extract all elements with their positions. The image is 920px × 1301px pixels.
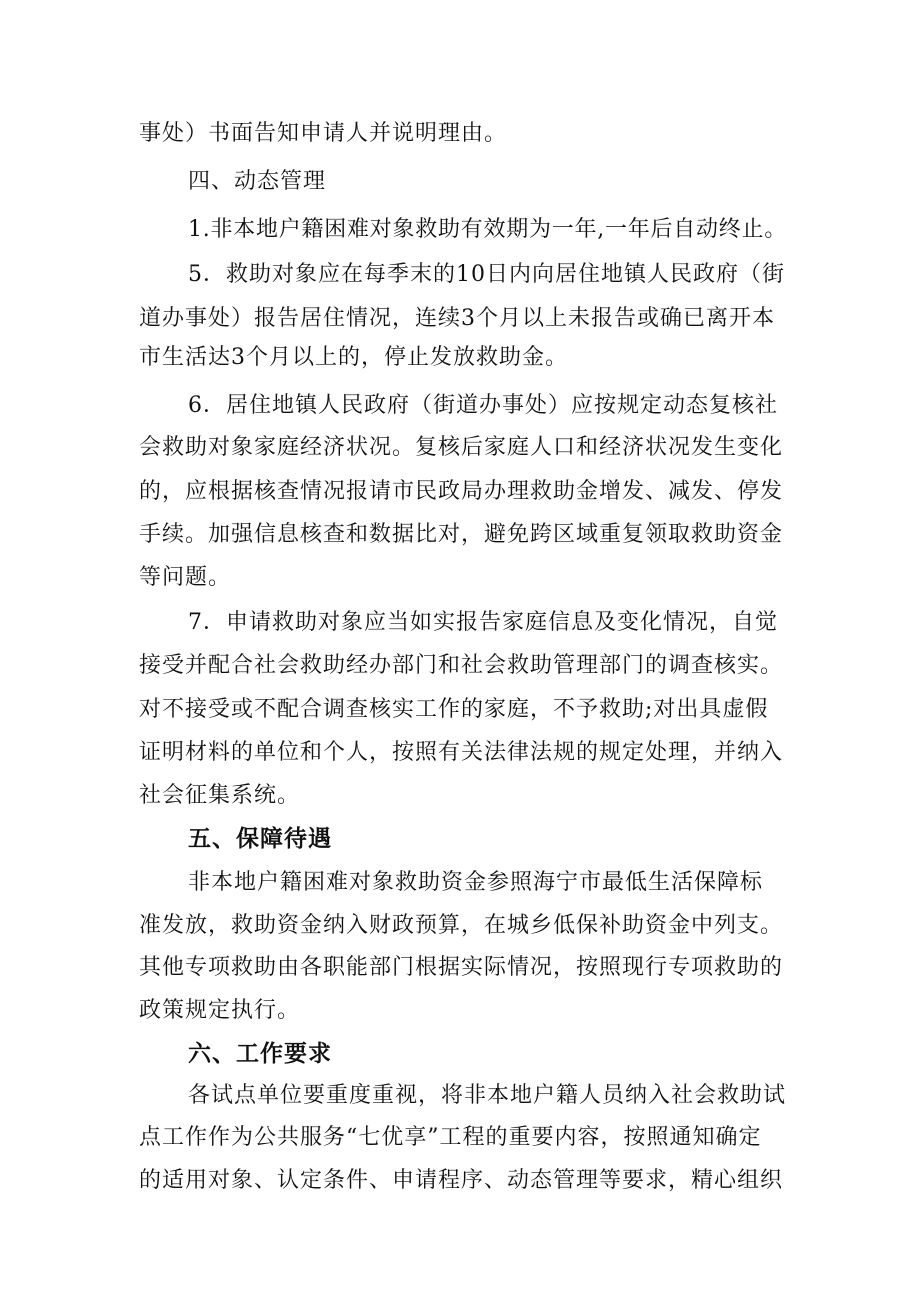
paragraph-text: 接受并配合社会救助经办部门和社会救助管理部门的调查核实。 bbox=[139, 653, 784, 678]
paragraph-text: 证明材料的单位和个人，按照有关法律法规的规定处理，并纳入 bbox=[139, 740, 784, 765]
section-heading-dynamic-management: 四、动态管理 bbox=[188, 169, 327, 194]
paragraph-text: 其他专项救助由各职能部门根据实际情况，按照现行专项救助的 bbox=[139, 955, 784, 980]
paragraph-text: 会救助对象家庭经济状况。复核后家庭人口和经济状况发生变化 bbox=[139, 435, 784, 460]
paragraph-text: 市生活达3个月以上的，停止发放救助金。 bbox=[139, 345, 568, 370]
paragraph-text: 政策规定执行。 bbox=[139, 998, 301, 1023]
paragraph-text: 准发放，救助资金纳入财政预算，在城乡低保补助资金中列支。 bbox=[139, 913, 784, 938]
paragraph-text: 各试点单位要重度重视，将非本地户籍人员纳入社会救助试 bbox=[188, 1083, 787, 1108]
paragraph-text: 5．救助对象应在每季末的10日内向居住地镇人民政府（街 bbox=[188, 262, 785, 287]
paragraph-text: 7．申请救助对象应当如实报告家庭信息及变化情况，自觉 bbox=[188, 610, 778, 635]
paragraph-text: 6．居住地镇人民政府（街道办事处）应按规定动态复核社 bbox=[188, 393, 778, 418]
paragraph-text: 对不接受或不配合调查核实工作的家庭，不予救助;对出具虚假 bbox=[139, 697, 769, 722]
paragraph-text: 手续。加强信息核查和数据比对，避免跨区域重复领取救助资金 bbox=[139, 522, 784, 547]
section-heading-work-requirements: 六、工作要求 bbox=[188, 1041, 332, 1067]
paragraph-text: 点工作作为公共服务“七优享”工程的重要内容，按照通知确定 bbox=[139, 1125, 762, 1150]
paragraph-text: 的，应根据核查情况报请市民政局办理救助金增发、减发、停发 bbox=[139, 479, 784, 504]
paragraph-text: 1.非本地户籍困难对象救助有效期为一年,一年后自动终止。 bbox=[188, 217, 787, 242]
paragraph-text: 道办事处）报告居住情况，连续3个月以上未报告或确已离开本 bbox=[139, 306, 775, 331]
paragraph-text: 社会征集系统。 bbox=[139, 783, 301, 808]
paragraph-text: 的适用对象、认定条件、申请程序、动态管理等要求，精心组织 bbox=[139, 1168, 784, 1193]
paragraph-text: 非本地户籍困难对象救助资金参照海宁市最低生活保障标 bbox=[188, 870, 764, 895]
paragraph-text: 等问题。 bbox=[139, 565, 232, 590]
paragraph-text: 事处）书面告知申请人并说明理由。 bbox=[139, 121, 508, 146]
section-heading-benefits: 五、保障待遇 bbox=[188, 826, 332, 852]
